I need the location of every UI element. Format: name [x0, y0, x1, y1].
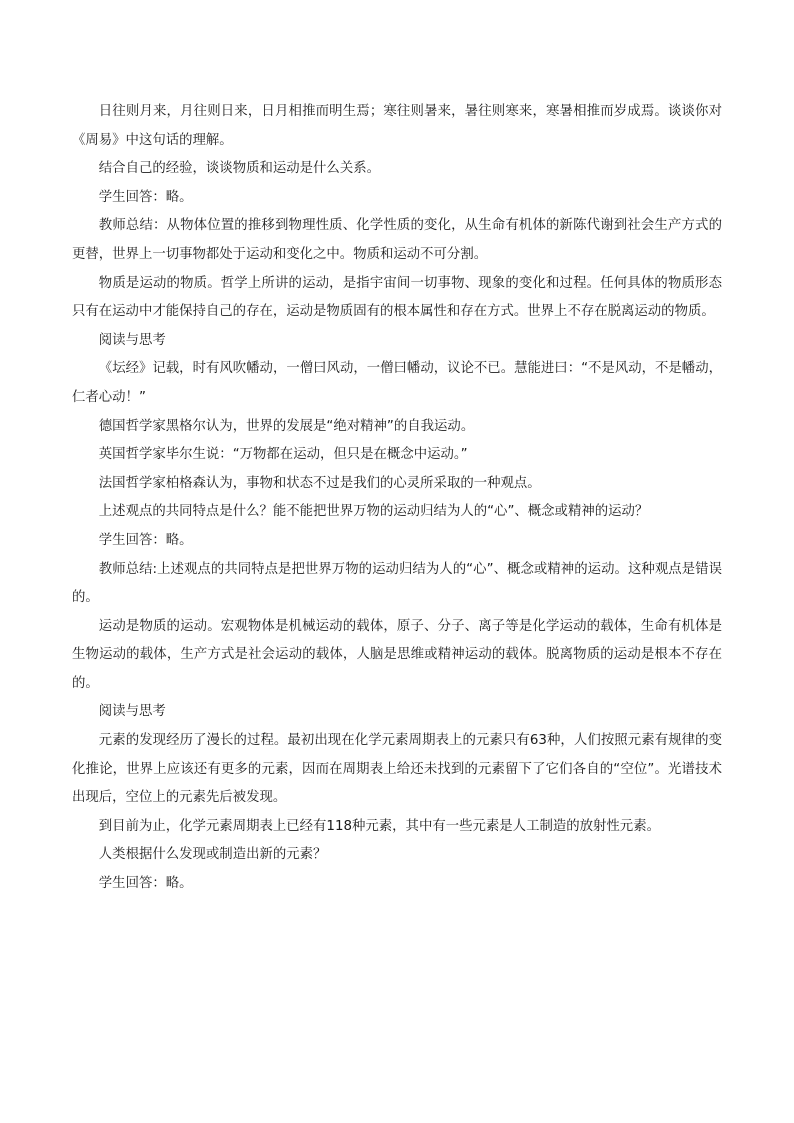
paragraph-matter-is-moving: 物质是运动的物质。哲学上所讲的运动，是指宇宙间一切事物、现象的变化和过程。任何具体的物质形态只有在运动中才能保持自己的存在，运动是物质固有的根本属性和存在方式。世界上不存在脱离运动的物质。 [72, 275, 722, 320]
document-body [72, 98, 722, 899]
paragraph-teacher-summary: 教师总结:上述观点的共同特点是把世界万物的运动归结为人的“心”、概念或精神的运动。这种观点是错误的。 [72, 561, 722, 606]
paragraph-bergson: 法国哲学家柏格森认为，事物和状态不过是我们的心灵所采取的一种观点。 [98, 475, 541, 491]
paragraph-pearson: 英国哲学家毕尔生说：“万物都在运动，但只是在概念中运动。” [98, 447, 468, 463]
paragraph-tanjing: 《坛经》记载，时有风吹幡动，一僧曰风动，一僧曰幡动，议论不已。慧能进曰：“不是风动，不是幡动，仁者心动！” [72, 361, 722, 405]
paragraph-118-elements: 到目前为止，化学元素周期表上已经有118种元素，其中有一些元素是人工制造的放射性元素。 [98, 818, 660, 834]
paragraph-zhouyi-quote: 日往则月来，月往则日来，日月相推而明生焉；寒往则暑来，暑往则寒来，寒暑相推而岁成焉。谈谈你对《周易》中这句话的理解。 [72, 104, 722, 148]
paragraph-student-answer: 学生回答：略。 [98, 532, 193, 548]
paragraph-motion-of-matter: 运动是物质的运动。宏观物体是机械运动的载体，原子、分子、离子等是化学运动的载体，生命有机体是生物运动的载体，生产方式是社会运动的载体，人脑是思维或精神运动的载体。脱离物质的运动是根本不存在的。 [72, 618, 722, 691]
paragraph-element-discovery: 元素的发现经历了漫长的过程。最初出现在化学元素周期表上的元素只有63种，人们按照元素有规律的变化推论，世界上应该还有更多的元素，因而在周期表上给还未找到的元素留下了它们各自的“空位”。光谱技术出现后，空位上的元素先后被发现。 [72, 733, 722, 806]
paragraph-student-answer: 学生回答：略。 [98, 876, 193, 892]
paragraph-question-matter-motion: 结合自己的经验，谈谈物质和运动是什么关系。 [98, 161, 380, 177]
paragraph-teacher-summary: 教师总结：从物体位置的推移到物理性质、化学性质的变化，从生命有机体的新陈代谢到社会生产方式的更替，世界上一切事物都处于运动和变化之中。物质和运动不可分割。 [72, 218, 722, 262]
paragraph-student-answer: 学生回答：略。 [98, 189, 193, 205]
paragraph-new-elements-question: 人类根据什么发现或制造出新的元素？ [98, 847, 327, 863]
section-heading-reading-thinking: 阅读与思考 [98, 704, 166, 720]
paragraph-common-feature-question: 上述观点的共同特点是什么？能不能把世界万物的运动归结为人的“心”、概念或精神的运动？ [98, 504, 649, 520]
paragraph-hegel: 德国哲学家黑格尔认为，世界的发展是“绝对精神”的自我运动。 [98, 418, 475, 434]
section-heading-reading-thinking: 阅读与思考 [98, 332, 166, 348]
